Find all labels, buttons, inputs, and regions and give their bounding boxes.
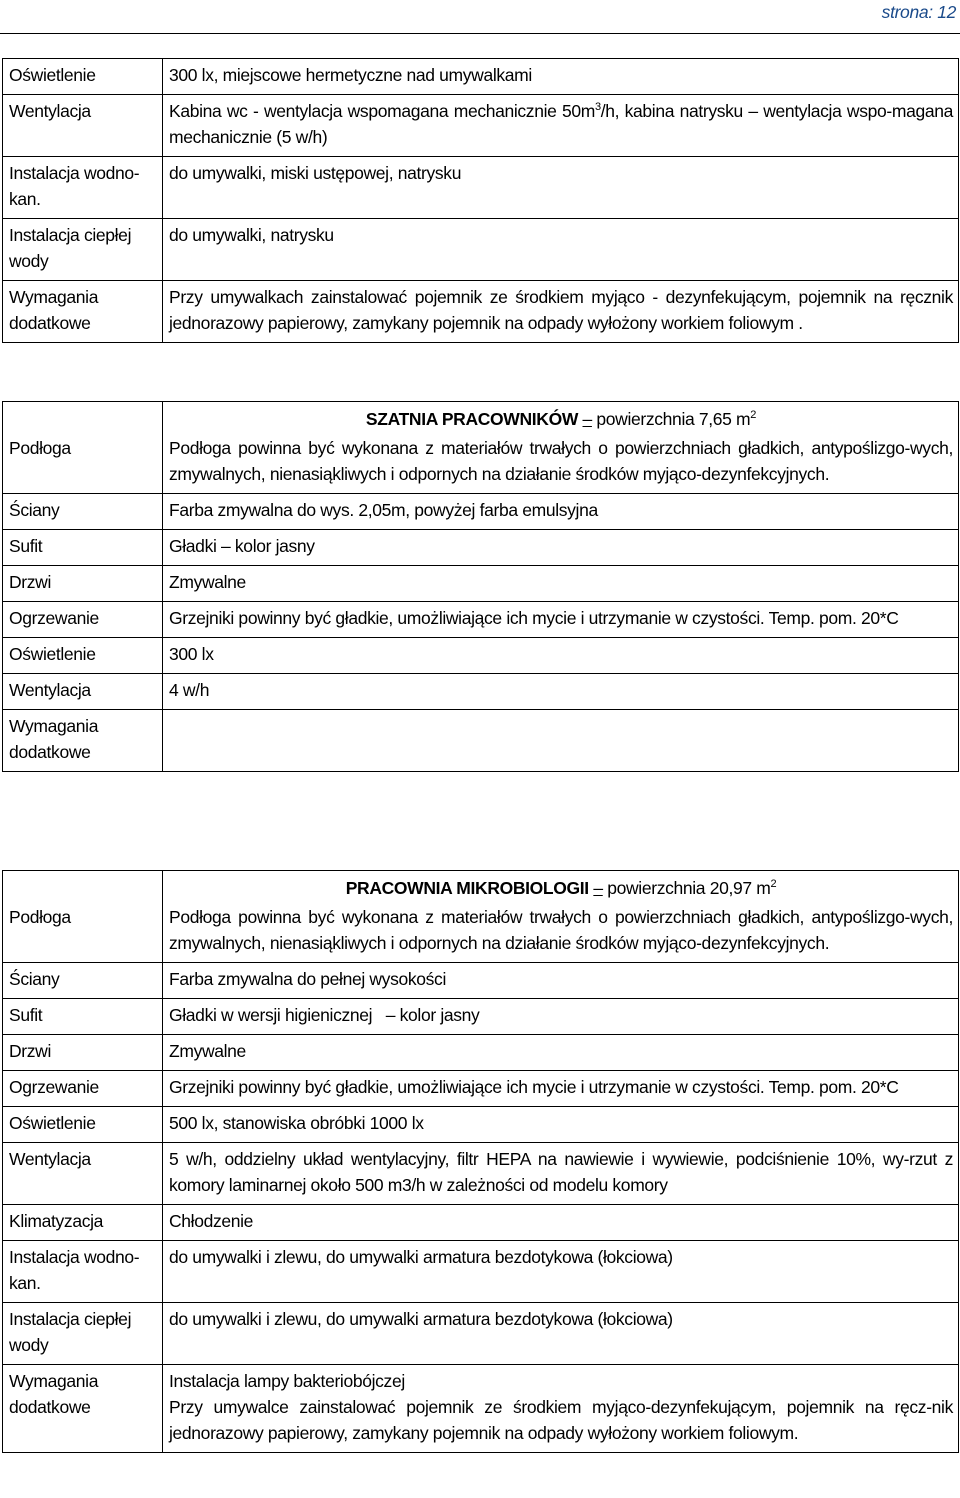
row-label: Podłoga bbox=[3, 432, 163, 494]
table-row bbox=[3, 157, 959, 219]
row-value: Gładki – kolor jasny bbox=[163, 530, 959, 566]
row-value: 500 lx, stanowiska obróbki 1000 lx bbox=[163, 1107, 959, 1143]
table-row bbox=[3, 1365, 959, 1453]
row-label: Podłoga bbox=[3, 901, 163, 963]
table-row bbox=[3, 1143, 959, 1205]
title-dash: – bbox=[593, 878, 603, 898]
row-label: Wentylacja bbox=[3, 1143, 163, 1205]
requirements-table-1 bbox=[2, 58, 959, 343]
table-row bbox=[3, 602, 959, 638]
table-row bbox=[3, 1107, 959, 1143]
table-row bbox=[3, 963, 959, 999]
table-title-row bbox=[3, 402, 959, 433]
table-row bbox=[3, 432, 959, 494]
row-value-part: Kabina wc - wentylacja wspomagana mechanicznie 50m bbox=[169, 101, 595, 121]
row-value bbox=[163, 1365, 959, 1453]
row-label: Ściany bbox=[3, 963, 163, 999]
table-row bbox=[3, 710, 959, 772]
section-title-area: powierzchnia 20,97 m bbox=[607, 878, 771, 898]
row-value: do umywalki, natrysku bbox=[163, 219, 959, 281]
table-row bbox=[3, 219, 959, 281]
row-label: Instalacja wodno-kan. bbox=[3, 157, 163, 219]
row-value: Grzejniki powinny być gładkie, umożliwiające ich mycie i utrzymanie w czystości. Temp. pom. 20*C bbox=[163, 1071, 959, 1107]
row-value: do umywalki i zlewu, do umywalki armatura bezdotykowa (łokciowa) bbox=[163, 1241, 959, 1303]
table-row bbox=[3, 1205, 959, 1241]
row-value: Chłodzenie bbox=[163, 1205, 959, 1241]
row-value: 300 lx, miejscowe hermetyczne nad umywalkami bbox=[163, 59, 959, 95]
row-value: Farba zmywalna do wys. 2,05m, powyżej farba emulsyjna bbox=[163, 494, 959, 530]
row-label: Oświetlenie bbox=[3, 638, 163, 674]
row-label: Klimatyzacja bbox=[3, 1205, 163, 1241]
row-label: Oświetlenie bbox=[3, 59, 163, 95]
row-label: Wentylacja bbox=[3, 95, 163, 157]
table-title-row bbox=[3, 871, 959, 902]
row-value: 5 w/h, oddzielny układ wentylacyjny, filtr HEPA na nawiewie i wywiewie, podciśnienie 10%, wy-rzut z komory laminarnej około 500 m3/h w zależności od modelu komory bbox=[163, 1143, 959, 1205]
row-value-line: Instalacja lampy bakteriobójczej bbox=[169, 1371, 405, 1391]
row-label: Drzwi bbox=[3, 1035, 163, 1071]
row-value bbox=[163, 95, 959, 157]
table-row bbox=[3, 281, 959, 343]
row-value: Podłoga powinna być wykonana z materiałów trwałych o powierzchniach gładkich, antypoślizgo-wych, zmywalnych, nienasiąkliwych i odpornych na działanie środków myjąco-dezynfekcyjnych. bbox=[163, 432, 959, 494]
section-title-name: SZATNIA PRACOWNIKÓW bbox=[365, 409, 578, 429]
row-value: Farba zmywalna do pełnej wysokości bbox=[163, 963, 959, 999]
table-row bbox=[3, 1035, 959, 1071]
table-row bbox=[3, 674, 959, 710]
row-label: Wymagania dodatkowe bbox=[3, 1365, 163, 1453]
section-title bbox=[163, 402, 959, 433]
row-label: Oświetlenie bbox=[3, 1107, 163, 1143]
row-label: Instalacja ciepłej wody bbox=[3, 219, 163, 281]
requirements-table-3 bbox=[2, 870, 959, 1453]
table-row bbox=[3, 59, 959, 95]
title-spacer bbox=[3, 871, 163, 902]
row-value bbox=[163, 710, 959, 772]
page-number: strona: 12 bbox=[881, 2, 956, 22]
table-row bbox=[3, 530, 959, 566]
superscript: 3 bbox=[594, 101, 601, 114]
table-row bbox=[3, 494, 959, 530]
table-row bbox=[3, 1071, 959, 1107]
section-title bbox=[163, 871, 959, 902]
row-value: 4 w/h bbox=[163, 674, 959, 710]
table-row bbox=[3, 638, 959, 674]
row-label: Sufit bbox=[3, 530, 163, 566]
requirements-table-2 bbox=[2, 401, 959, 772]
row-value: do umywalki, miski ustępowej, natrysku bbox=[163, 157, 959, 219]
row-label: Sufit bbox=[3, 999, 163, 1035]
row-label: Instalacja wodno-kan. bbox=[3, 1241, 163, 1303]
row-label: Drzwi bbox=[3, 566, 163, 602]
table-row bbox=[3, 901, 959, 963]
title-spacer bbox=[3, 402, 163, 433]
row-value: Grzejniki powinny być gładkie, umożliwiające ich mycie i utrzymanie w czystości. Temp. pom. 20*C bbox=[163, 602, 959, 638]
row-value: do umywalki i zlewu, do umywalki armatura bezdotykowa (łokciowa) bbox=[163, 1303, 959, 1365]
row-value-part: /h, kabina natrysku – wentylacja wspo-magana mechanicznie (5 w/h) bbox=[169, 101, 953, 147]
row-label: Wymagania dodatkowe bbox=[3, 710, 163, 772]
section-title-name: PRACOWNIA MIKROBIOLOGII bbox=[345, 878, 589, 898]
row-value: Zmywalne bbox=[163, 566, 959, 602]
table-row bbox=[3, 1241, 959, 1303]
table-row bbox=[3, 566, 959, 602]
section-title-area: powierzchnia 7,65 m bbox=[596, 409, 751, 429]
title-dash: – bbox=[582, 409, 592, 429]
row-value: Zmywalne bbox=[163, 1035, 959, 1071]
header-rule bbox=[0, 33, 960, 34]
row-label: Wymagania dodatkowe bbox=[3, 281, 163, 343]
row-value: Przy umywalkach zainstalować pojemnik ze środkiem myjąco - dezynfekującym, pojemnik na ręcznik jednorazowy papierowy, zamykany pojemnik na odpady wyłożony workiem foliowym . bbox=[163, 281, 959, 343]
row-value: Gładki w wersji higienicznej – kolor jasny bbox=[163, 999, 959, 1035]
table-row bbox=[3, 95, 959, 157]
row-value-line: Przy umywalce zainstalować pojemnik ze środkiem myjąco-dezynfekującym, pojemnik na ręcz-nik jednorazowy papierowy, zamykany pojemnik na odpady wyłożony workiem foliowym. bbox=[169, 1397, 953, 1443]
row-label: Wentylacja bbox=[3, 674, 163, 710]
row-label: Ogrzewanie bbox=[3, 1071, 163, 1107]
row-label: Ogrzewanie bbox=[3, 602, 163, 638]
superscript: 2 bbox=[770, 878, 777, 891]
row-label: Ściany bbox=[3, 494, 163, 530]
row-label: Instalacja ciepłej wody bbox=[3, 1303, 163, 1365]
table-row bbox=[3, 1303, 959, 1365]
row-value: 300 lx bbox=[163, 638, 959, 674]
row-value: Podłoga powinna być wykonana z materiałów trwałych o powierzchniach gładkich, antypoślizgo-wych, zmywalnych, nienasiąkliwych i odpornych na działanie środków myjąco-dezynfekcyjnych. bbox=[163, 901, 959, 963]
table-row bbox=[3, 999, 959, 1035]
superscript: 2 bbox=[750, 409, 757, 422]
